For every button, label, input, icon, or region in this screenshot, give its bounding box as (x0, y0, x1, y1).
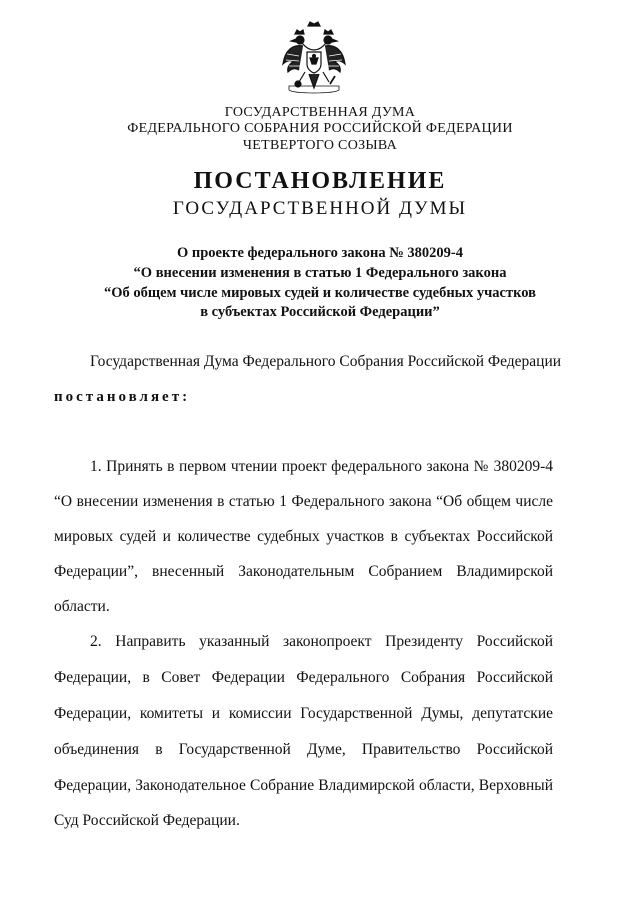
subject-line-1: О проекте федерального закона № 380209-4 (176, 245, 464, 261)
item-1-line-5: области. (54, 598, 110, 615)
double-headed-eagle-icon (279, 20, 349, 96)
item-1-line-1: 1. Принять в первом чтении проект федерального закона № 380209-4 (90, 458, 553, 475)
item-2-line-6: Суд Российской Федерации. (54, 812, 240, 829)
item-1-line-3: мировых судей и количестве судебных участков в субъектах Российской (54, 528, 553, 545)
document-title: ПОСТАНОВЛЕНИЕ (193, 168, 447, 194)
subject-line-3: “Об общем числе мировых судей и количестве судебных участков (104, 285, 536, 301)
item-2-line-4: объединения в Государственной Думе, Правительство Российской (54, 741, 553, 758)
document-subtitle: ГОСУДАРСТВЕННОЙ ДУМЫ (172, 198, 468, 219)
item-2-line-3: Федерации, комитеты и комиссии Государственной Думы, депутатские (54, 705, 553, 722)
item-2-line-2: Федерации, в Совет Федерации Федерального Собрания Российской (54, 669, 553, 686)
item-1-line-2: “О внесении изменения в статью 1 Федерального закона “Об общем числе (54, 493, 553, 510)
item-1-line-4: Федерации”, внесенный Законодательным Собранием Владимирской (54, 563, 553, 580)
header-line-2: ФЕДЕРАЛЬНОГО СОБРАНИЯ РОССИЙСКОЙ ФЕДЕРАЦИИ (127, 121, 513, 136)
header-line-3: ЧЕТВЕРТОГО СОЗЫВА (242, 138, 398, 153)
resolves-heading: постановляет: (54, 389, 191, 405)
header-line-1: ГОСУДАРСТВЕННАЯ ДУМА (224, 105, 416, 120)
preamble: Государственная Дума Федерального Собрания Российской Федерации (90, 353, 562, 370)
subject-line-4: в субъектах Российской Федерации” (200, 304, 440, 320)
item-2-line-5: Федерации, Законодательное Собрание Владимирской области, Верховный (54, 777, 553, 794)
subject-line-2: “О внесении изменения в статью 1 Федерального закона (133, 265, 507, 281)
item-2-line-1: 2. Направить указанный законопроект Президенту Российской (90, 633, 553, 650)
